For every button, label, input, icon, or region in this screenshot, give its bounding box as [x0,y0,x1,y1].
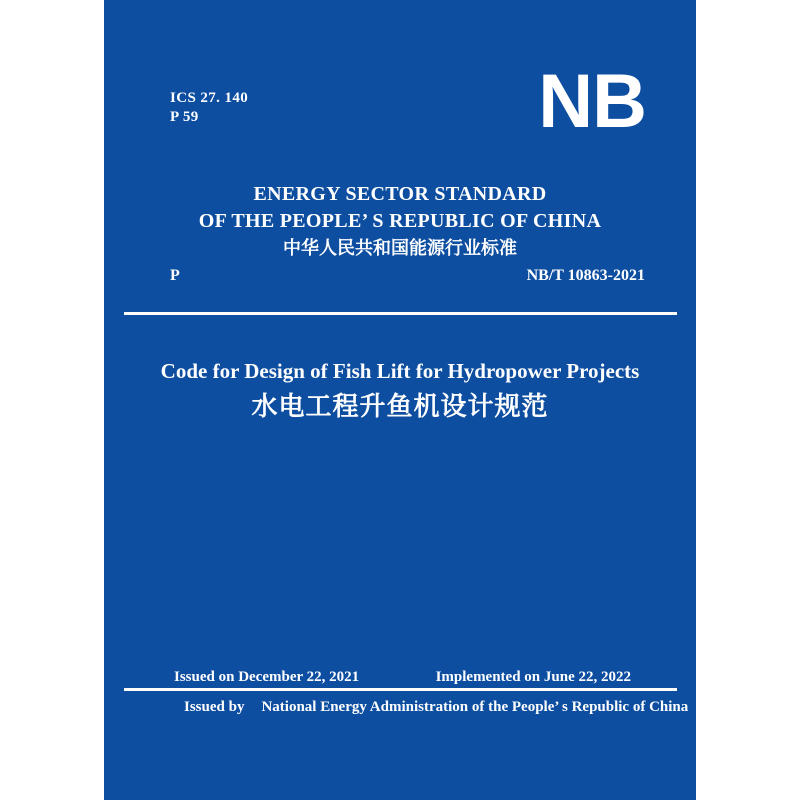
implemented-date: Implemented on June 22, 2022 [435,669,631,685]
issued-by-label: Issued by [184,699,245,715]
issued-by-row [184,698,689,716]
doc-classification-code: P 59 [170,109,199,125]
standard-heading [104,181,696,262]
title-english: Code for Design of Fish Lift for Hydropower Projects [160,359,640,383]
bottom-divider-rule [124,688,677,691]
title-chinese: 水电工程升鱼机设计规范 [251,392,549,421]
dates-row [174,668,631,686]
top-divider-rule [124,312,677,315]
standard-heading-line1: ENERGY SECTOR STANDARD [253,183,547,205]
standard-code-row [170,266,645,286]
standard-cover [104,0,696,800]
class-letter: P [170,267,180,284]
standard-heading-line2: OF THE PEOPLE’ S REPUBLIC OF CHINA [198,210,602,232]
issued-by-authority: National Energy Administration of the People’ s Republic of China [261,699,689,715]
standard-heading-line3-chinese: 中华人民共和国能源行业标准 [283,238,517,258]
nb-logo: NB [538,59,646,144]
standard-code: NB/T 10863-2021 [526,267,645,284]
ics-code: ICS 27. 140 [170,90,249,106]
issued-date: Issued on December 22, 2021 [174,669,360,685]
